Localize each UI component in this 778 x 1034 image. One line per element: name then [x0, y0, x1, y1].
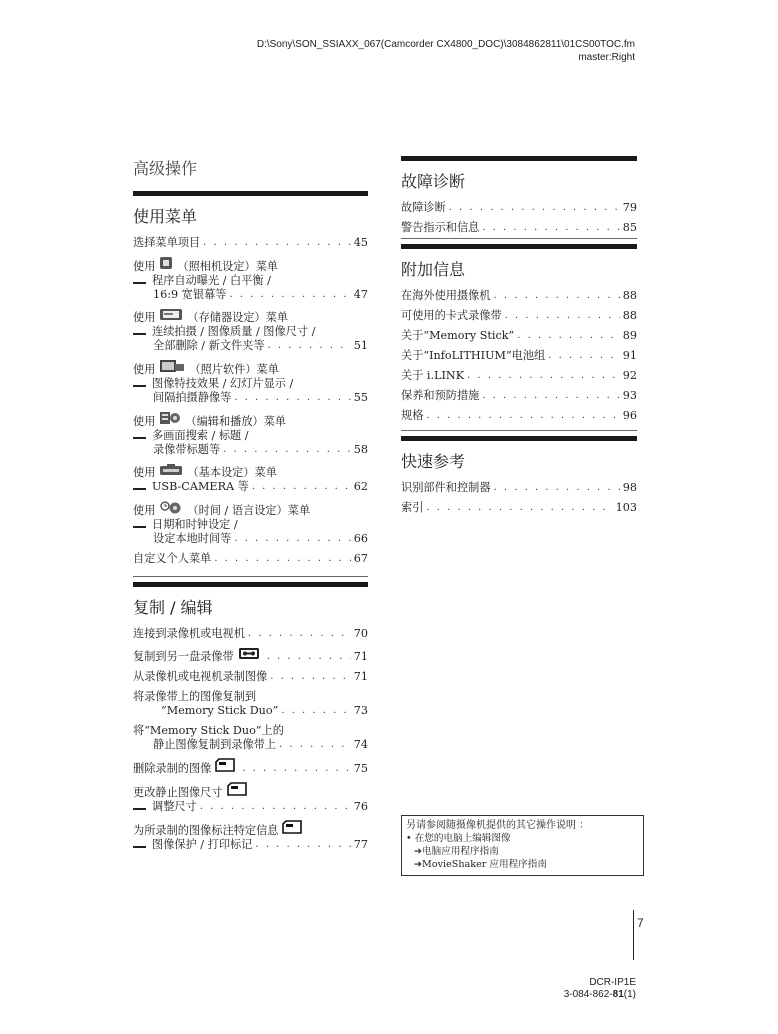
toc-entry[interactable]	[133, 782, 368, 814]
toc-entry[interactable]	[133, 627, 368, 641]
toc-line	[133, 359, 368, 377]
see-also-box	[401, 815, 644, 876]
leader-dots	[234, 532, 350, 546]
toc-line	[133, 443, 368, 457]
page-ref: 62	[353, 480, 368, 493]
toc-line	[133, 532, 368, 546]
toc-line	[133, 391, 368, 405]
toc-entry[interactable]	[133, 256, 368, 302]
toc-entry[interactable]	[133, 758, 368, 776]
dash-marker	[133, 808, 146, 810]
leader-dots	[255, 838, 350, 852]
right-column	[401, 156, 637, 239]
entry-text: 自定义个人菜单	[133, 552, 212, 565]
entry-text-suffix: （基本设定）菜单	[187, 466, 277, 479]
part-number	[564, 989, 636, 1001]
toc-line	[133, 411, 368, 429]
page-ref: 98	[622, 481, 637, 494]
entry-text-suffix: （编辑和播放）菜单	[185, 415, 287, 428]
leader-dots	[482, 221, 619, 235]
entry-text: 多画面搜索 / 标题 /	[152, 429, 249, 442]
toc-entry[interactable]	[401, 409, 637, 423]
page-ref: 73	[353, 704, 368, 717]
toc-line	[401, 481, 637, 495]
dash-marker	[133, 385, 146, 387]
leader-dots	[268, 339, 351, 353]
dash-marker	[133, 333, 146, 335]
toc-line	[401, 409, 637, 423]
right-column-middle	[401, 244, 637, 431]
entry-text: 全部删除 / 新文件夹等	[153, 339, 265, 352]
leader-dots	[449, 201, 620, 215]
toc-line	[133, 627, 368, 641]
entry-text: 图像特技效果 / 幻灯片显示 /	[152, 377, 294, 390]
dash-marker	[133, 846, 146, 848]
leader-dots	[200, 800, 351, 814]
toc-line	[133, 704, 368, 718]
memory-settings-icon	[159, 308, 183, 325]
toc-entry[interactable]	[133, 647, 368, 664]
menu-section	[133, 191, 368, 576]
see-also-item: ➔MovieShaker 应用程序指南	[414, 859, 547, 870]
page-ref: 74	[353, 738, 368, 751]
part-number-revision: 81	[612, 989, 624, 1000]
left-column-lower	[133, 582, 368, 858]
toc-entry[interactable]	[401, 309, 637, 323]
entry-text: 为所录制的图像标注特定信息	[133, 824, 279, 837]
page-ref: 45	[353, 236, 368, 249]
toc-line	[133, 274, 368, 288]
toc-line	[133, 670, 368, 684]
toc-line	[133, 518, 368, 532]
toc-entry[interactable]	[133, 463, 368, 494]
toc-entry[interactable]	[133, 820, 368, 852]
entry-text: 间隔拍摄静像等	[153, 391, 232, 404]
toc-line	[133, 256, 368, 274]
toc-line	[133, 552, 368, 566]
toc-line	[133, 738, 368, 752]
toc-entries	[133, 627, 368, 852]
additional-info-section	[401, 244, 637, 430]
page-ref: 89	[622, 329, 637, 342]
page-ref: 88	[622, 309, 637, 322]
leader-dots	[548, 349, 620, 363]
entry-text: 索引	[401, 501, 424, 514]
page-ref: 76	[353, 800, 368, 813]
entry-text: 警告指示和信息	[401, 221, 480, 234]
entry-text: 关于 i.LINK	[401, 369, 465, 382]
entry-text: 复制到另一盘录像带	[133, 650, 234, 663]
file-path-header	[257, 38, 635, 64]
entry-text-suffix: （照片软件）菜单	[189, 363, 279, 376]
entry-text: 将“Memory Stick Duo”上的	[133, 724, 284, 737]
toc-entry[interactable]	[401, 369, 637, 383]
toc-line	[133, 758, 368, 776]
time-language-icon	[159, 500, 183, 518]
leader-dots	[505, 309, 620, 323]
entry-text: 使用	[133, 466, 156, 479]
section-divider	[401, 238, 637, 239]
page-ref: 75	[353, 762, 368, 775]
leader-dots	[426, 501, 612, 515]
toc-line	[133, 782, 368, 800]
toc-entries	[401, 481, 637, 515]
page-ref: 47	[353, 288, 368, 301]
section-title: 附加信息	[401, 244, 637, 280]
dash-marker	[133, 437, 146, 439]
toc-entries	[133, 236, 368, 566]
toc-line	[133, 500, 368, 518]
entry-text: 图像保护 / 打印标记	[152, 838, 253, 851]
leader-dots	[279, 738, 351, 752]
page-number: 7	[637, 916, 644, 930]
page-ref: 91	[622, 349, 637, 362]
entry-text: 连接到录像机或电视机	[133, 627, 245, 640]
toc-entry[interactable]	[133, 690, 368, 718]
memory-card-icon	[282, 820, 302, 838]
page-ref: 103	[615, 501, 637, 514]
standard-setup-icon	[159, 463, 183, 480]
toc-entry[interactable]	[133, 552, 368, 566]
entry-text: 保养和预防措施	[401, 389, 480, 402]
page-ref: 71	[353, 670, 368, 683]
leader-dots	[203, 236, 351, 250]
leader-dots	[229, 288, 350, 302]
toc-line	[133, 236, 368, 250]
model-number: DCR-IP1E	[589, 977, 636, 988]
page-ref: 88	[622, 289, 637, 302]
leader-dots	[214, 552, 350, 566]
see-also-bullet: • 在您的电脑上编辑图像	[406, 833, 511, 844]
entry-text: 从录像机或电视机录制图像	[133, 670, 268, 683]
dash-marker	[133, 526, 146, 528]
entry-text: 使用	[133, 415, 156, 428]
page-ref: 70	[353, 627, 368, 640]
quick-reference-section	[401, 436, 637, 515]
entry-text: 规格	[401, 409, 424, 422]
leader-dots	[223, 443, 351, 457]
leader-dots	[281, 704, 350, 718]
toc-entry[interactable]	[401, 501, 637, 515]
page-ref: 55	[353, 391, 368, 404]
document-code	[564, 977, 636, 1001]
entry-text: 录像带标题等	[153, 443, 221, 456]
toc-entry[interactable]	[133, 308, 368, 353]
camera-settings-icon	[159, 256, 173, 274]
picture-application-icon	[159, 359, 185, 377]
toc-entry[interactable]	[401, 289, 637, 303]
copy-edit-section	[133, 582, 368, 852]
entry-text: USB-CAMERA 等	[152, 480, 249, 493]
entry-text: 删除录制的图像	[133, 762, 212, 775]
troubleshooting-section	[401, 156, 637, 238]
entry-text: 在海外使用摄像机	[401, 289, 491, 302]
toc-entry[interactable]	[401, 329, 637, 343]
part-number-prefix: 3-084-862-	[563, 989, 613, 1000]
toc-entry[interactable]	[133, 236, 368, 250]
entry-text: “Memory Stick Duo”	[161, 704, 279, 717]
memory-card-icon	[227, 782, 247, 800]
toc-line	[133, 838, 368, 852]
see-also-title: 另请参阅随摄像机提供的其它操作说明 ：	[406, 820, 590, 831]
see-also-item: ➔电脑应用程序指南	[414, 846, 499, 857]
entry-text: 选择菜单项目	[133, 236, 201, 249]
toc-line	[133, 325, 368, 339]
toc-line	[401, 369, 637, 383]
left-column	[133, 191, 368, 577]
entry-text: 调整尺寸	[152, 800, 197, 813]
leader-dots	[270, 670, 350, 684]
toc-entry[interactable]	[401, 201, 637, 215]
leader-dots	[517, 329, 620, 343]
entry-text: 更改静止图像尺寸	[133, 786, 223, 799]
toc-line	[401, 389, 637, 403]
toc-entries	[401, 289, 637, 423]
entry-text: 使用	[133, 260, 156, 273]
toc-line	[133, 463, 368, 480]
leader-dots	[426, 409, 619, 423]
section-title: 故障诊断	[401, 156, 637, 192]
entry-text: 关于“InfoLITHIUM”电池组	[401, 349, 546, 362]
entry-text: 设定本地时间等	[153, 532, 232, 545]
entry-text: 连续拍摄 / 图像质量 / 图像尺寸 /	[152, 325, 316, 338]
leader-dots	[494, 481, 620, 495]
toc-line	[133, 308, 368, 325]
toc-entries	[401, 201, 637, 235]
toc-entry[interactable]	[401, 221, 637, 235]
toc-line	[133, 800, 368, 814]
file-path: D:\Sony\SON_SSIAXX_067(Camcorder CX4800_DOC)\3084862811\01CS00TOC.fm	[256, 39, 635, 50]
page-edge-rule	[633, 910, 634, 960]
toc-line	[401, 221, 637, 235]
section-divider	[401, 430, 637, 431]
entry-text: 静止图像复制到录像带上	[153, 738, 277, 751]
dash-marker	[133, 488, 146, 490]
advanced-operations-heading: 高级操作	[133, 159, 198, 178]
entry-text: 16:9 宽银幕等	[153, 288, 227, 301]
toc-line	[133, 377, 368, 391]
toc-line	[133, 820, 368, 838]
section-title: 使用菜单	[133, 191, 368, 227]
page-ref: 67	[353, 552, 368, 565]
entry-text-suffix: （存储器设定）菜单	[187, 311, 289, 324]
toc-line	[401, 289, 637, 303]
toc-line	[133, 647, 368, 664]
toc-line	[401, 329, 637, 343]
toc-line	[133, 288, 368, 302]
entry-text-suffix: （时间 / 语言设定）菜单	[187, 504, 311, 517]
toc-line	[401, 349, 637, 363]
entry-text: 故障诊断	[401, 201, 446, 214]
page-ref: 51	[353, 339, 368, 352]
entry-text: 使用	[133, 311, 156, 324]
leader-dots	[494, 289, 620, 303]
toc-line	[133, 339, 368, 353]
page-ref: 93	[622, 389, 637, 402]
leader-dots	[482, 389, 619, 403]
toc-entry[interactable]	[133, 359, 368, 405]
page-ref: 58	[353, 443, 368, 456]
page-ref: 85	[622, 221, 637, 234]
page-ref: 79	[622, 201, 637, 214]
entry-text: 使用	[133, 363, 156, 376]
entry-text: 关于“Memory Stick”	[401, 329, 515, 342]
toc-line	[133, 724, 368, 738]
section-divider	[133, 576, 368, 577]
entry-text: 识别部件和控制器	[401, 481, 491, 494]
page-ref: 96	[622, 409, 637, 422]
master-page-label: master:Right	[578, 52, 635, 63]
toc-line	[401, 201, 637, 215]
leader-dots	[252, 480, 351, 494]
entry-text: 将录像带上的图像复制到	[133, 690, 257, 703]
toc-entry[interactable]	[133, 670, 368, 684]
toc-line	[133, 690, 368, 704]
toc-entry[interactable]	[133, 411, 368, 457]
section-title: 快速参考	[401, 436, 637, 472]
memory-card-icon	[215, 758, 235, 776]
entry-text: 使用	[133, 504, 156, 517]
page-ref: 71	[353, 650, 368, 663]
section-title: 复制 / 编辑	[133, 582, 368, 618]
toc-entry[interactable]	[133, 724, 368, 752]
entry-text: 程序自动曝光 / 白平衡 /	[152, 274, 271, 287]
page-ref: 66	[353, 532, 368, 545]
toc-entry[interactable]	[133, 500, 368, 546]
leader-dots	[242, 762, 350, 776]
leader-dots	[248, 627, 351, 641]
toc-line	[401, 501, 637, 515]
dash-marker	[133, 282, 146, 284]
leader-dots	[467, 369, 620, 383]
entry-text-suffix: （照相机设定）菜单	[177, 260, 279, 273]
page-ref: 92	[622, 369, 637, 382]
leader-dots	[267, 650, 351, 664]
toc-line	[133, 429, 368, 443]
entry-text: 日期和时钟设定 /	[152, 518, 238, 531]
tape-icon	[238, 647, 260, 664]
right-column-lower	[401, 436, 637, 521]
part-number-suffix: (1)	[623, 989, 636, 1000]
toc-entry[interactable]	[401, 349, 637, 363]
edit-play-icon	[159, 411, 181, 429]
leader-dots	[234, 391, 350, 405]
toc-line	[401, 309, 637, 323]
page-ref: 77	[353, 838, 368, 851]
toc-entry[interactable]	[401, 481, 637, 495]
toc-entry[interactable]	[401, 389, 637, 403]
toc-line	[133, 480, 368, 494]
entry-text: 可使用的卡式录像带	[401, 309, 502, 322]
